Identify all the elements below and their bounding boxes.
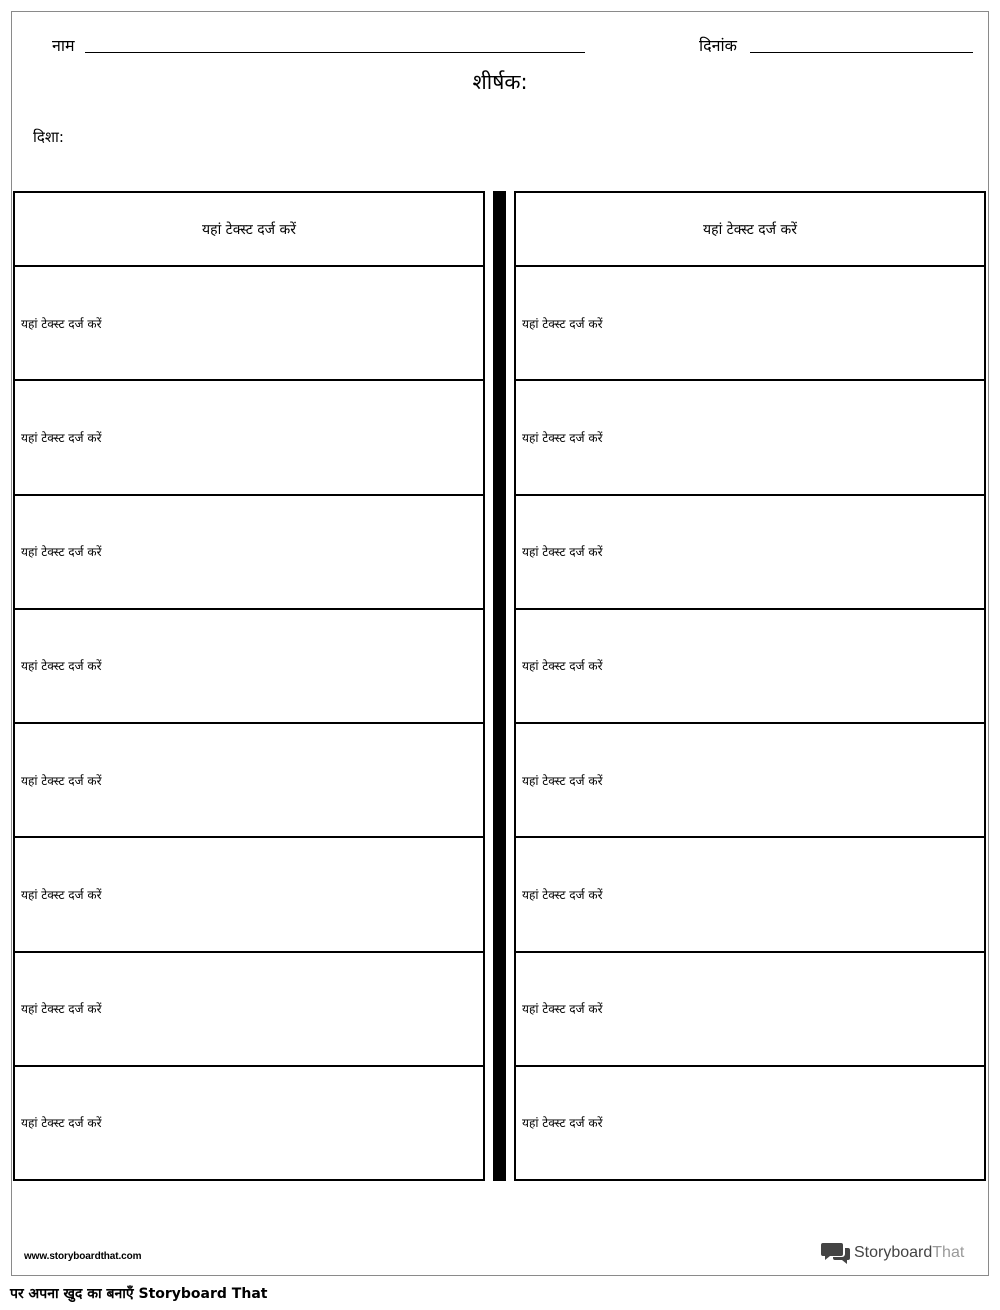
storyboardthat-logo xyxy=(821,1241,964,1265)
right-cell-7[interactable]: यहां टेक्स्ट दर्ज करें xyxy=(516,953,984,1067)
worksheet-title: शीर्षक: xyxy=(472,70,528,94)
left-cell-2[interactable]: यहां टेक्स्ट दर्ज करें xyxy=(15,381,483,495)
brand-name xyxy=(854,1244,964,1262)
right-cell-4[interactable]: यहां टेक्स्ट दर्ज करें xyxy=(516,610,984,724)
brand-name-bold: Storyboard xyxy=(854,1244,933,1261)
name-label: नाम xyxy=(52,36,75,55)
left-cell-6[interactable]: यहां टेक्स्ट दर्ज करें xyxy=(15,838,483,952)
left-cell-4[interactable]: यहां टेक्स्ट दर्ज करें xyxy=(15,610,483,724)
left-cell-1[interactable]: यहां टेक्स्ट दर्ज करें xyxy=(15,267,483,381)
left-cell-7[interactable]: यहां टेक्स्ट दर्ज करें xyxy=(15,953,483,1067)
right-column xyxy=(514,191,986,1181)
center-divider xyxy=(493,191,506,1181)
left-column xyxy=(13,191,485,1181)
brand-name-light: That xyxy=(932,1244,965,1261)
right-column-header[interactable]: यहां टेक्स्ट दर्ज करें xyxy=(516,193,984,267)
right-cell-6[interactable]: यहां टेक्स्ट दर्ज करें xyxy=(516,838,984,952)
left-column-header[interactable]: यहां टेक्स्ट दर्ज करें xyxy=(15,193,483,267)
left-cell-8[interactable]: यहां टेक्स्ट दर्ज करें xyxy=(21,1116,102,1131)
date-label: दिनांक xyxy=(699,36,737,55)
speech-bubbles-icon xyxy=(821,1241,851,1265)
right-cell-3[interactable]: यहां टेक्स्ट दर्ज करें xyxy=(516,496,984,610)
right-cell-2[interactable]: यहां टेक्स्ट दर्ज करें xyxy=(516,381,984,495)
create-your-own-note[interactable]: पर अपना खुद का बनाएँ Storyboard That xyxy=(10,1286,268,1302)
name-field-line[interactable] xyxy=(85,52,585,53)
direction-label: दिशा: xyxy=(33,128,64,146)
left-cell-5[interactable]: यहां टेक्स्ट दर्ज करें xyxy=(15,724,483,838)
left-cell-3[interactable]: यहां टेक्स्ट दर्ज करें xyxy=(15,496,483,610)
right-cell-1[interactable]: यहां टेक्स्ट दर्ज करें xyxy=(516,267,984,381)
site-url: www.storyboardthat.com xyxy=(24,1251,142,1262)
date-field-line[interactable] xyxy=(750,52,973,53)
right-cell-8[interactable]: यहां टेक्स्ट दर्ज करें xyxy=(522,1116,603,1131)
right-cell-5[interactable]: यहां टेक्स्ट दर्ज करें xyxy=(516,724,984,838)
